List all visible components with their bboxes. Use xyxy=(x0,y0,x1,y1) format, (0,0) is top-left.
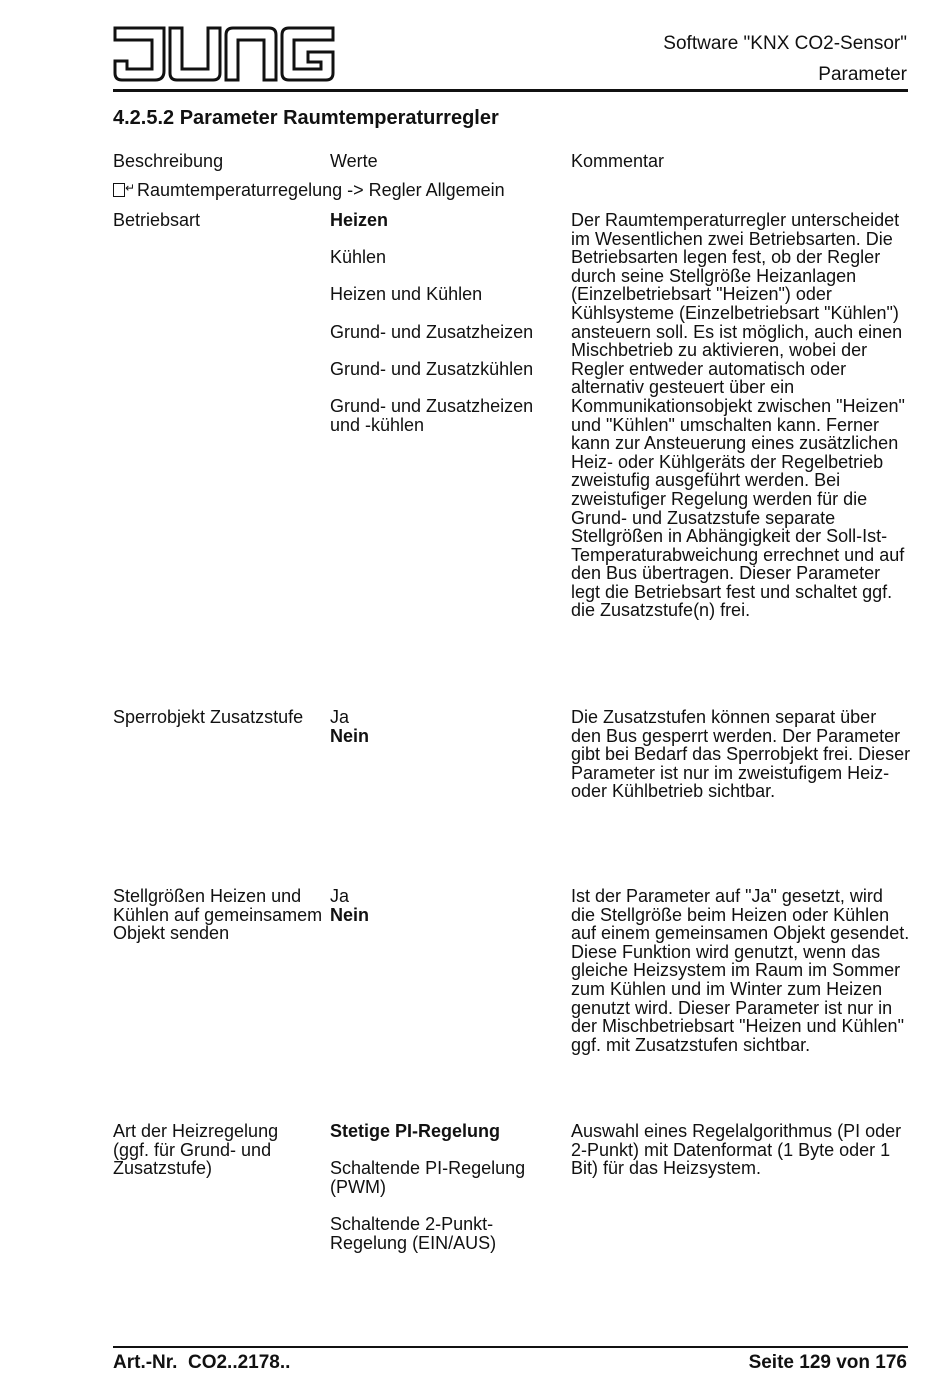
value-option: Grund- und Zusatzheizen xyxy=(330,321,534,342)
jung-logo xyxy=(112,25,336,83)
row-comment-sperrobjekt: Die Zusatzstufen können separat über den Bus gesperrt werden. Der Parameter gibt bei Bedarf das Sperrobjekt frei. Dieser Parameter ist nur im zweistufigem Heiz- oder Kühlbetrieb sichtbar. xyxy=(571,707,911,802)
value-option: Grund- und Zusatzheizen und -kühlen xyxy=(330,395,534,435)
header-section: Parameter xyxy=(818,64,907,85)
column-header-comment: Kommentar xyxy=(571,151,665,171)
value-option: Schaltende PI-Regelung (PWM) xyxy=(330,1158,526,1197)
value-option: Nein xyxy=(330,904,370,925)
software-title: Software "KNX CO2-Sensor" xyxy=(663,33,907,54)
value-option: Heizen und Kühlen xyxy=(330,284,483,305)
row-values-gemeinsames-objekt xyxy=(330,887,565,924)
breadcrumb-text: Raumtemperaturregelung -> Regler Allgemein xyxy=(137,180,505,200)
column-header-desc: Beschreibung xyxy=(113,151,224,171)
row-values-heizregelung xyxy=(330,1122,530,1271)
article-number: CO2..2178.. xyxy=(187,1352,291,1373)
column-header-values: Werte xyxy=(330,151,378,171)
section-title: 4.2.5.2 Parameter Raumtemperaturregler xyxy=(113,107,499,129)
row-comment-betriebsart: Der Raumtemperaturregler unterscheidet im Wesentlichen zwei Betriebsarten. Die Betriebsarten legen fest, ob der Regler durch seine Stellgröße Heizanlagen (Einzelbetriebsart "Heizen") oder Kühlsysteme (Einzelbetriebsart "Kühlen") ansteuern soll. Es ist möglich, auch einen Mischbetrieb zu aktivieren, wobei der Regler entweder automatisch oder alternativ gesteuert über ein Kommunikationsobjekt zwischen "Heizen" und "Kühlen" umschalten kann. Ferner kann zur Ansteuerung eines zusätzlichen Heiz- oder Kühlgeräts der Regelbetrieb zweistufig ausgeführt werden. Bei zweistufiger Regelung werden für die Grund- und Zusatzstufe separate Stellgrößen in Abhängigkeit der Soll-Ist-Temperaturabweichung errechnet und auf den Bus übertragen. Dieser Parameter legt die Betriebsart fest und schaltet ggf. die Zusatzstufe(n) frei. xyxy=(571,210,905,621)
row-comment-heizregelung: Auswahl eines Regelalgorithmus (PI oder 2-Punkt) mit Datenformat (1 Byte oder 1 Bit) für das Heizsystem. xyxy=(571,1121,902,1179)
value-option: Kühlen xyxy=(330,247,387,268)
value-option: Grund- und Zusatzkühlen xyxy=(330,358,534,379)
parameter-page-icon xyxy=(113,183,125,197)
article-label: Art.-Nr. xyxy=(113,1352,178,1373)
breadcrumb xyxy=(113,180,505,201)
header-info xyxy=(663,28,907,90)
footer-rule xyxy=(113,1346,908,1348)
value-option: Stetige PI-Regelung xyxy=(330,1121,501,1141)
row-comment-gemeinsames-objekt: Ist der Parameter auf "Ja" gesetzt, wird die Stellgröße beim Heizen oder Kühlen auf einem gemeinsamen Objekt gesendet. Diese Funktion wird genutzt, wenn das gleiche Heizsystem im Raum im Sommer zum Kühlen und im Winter zum Heizen genutzt wird. Dieser Parameter ist nur in der Mischbetriebsart "Heizen und Kühlen" ggf. mit Zusatzstufen sichtbar. xyxy=(571,886,910,1055)
value-option: Schaltende 2-Punkt-Regelung (EIN/AUS) xyxy=(330,1213,497,1253)
value-option: Ja xyxy=(330,707,350,727)
value-option: Nein xyxy=(330,725,370,746)
row-desc-heizregelung: Art der Heizregelung (ggf. für Grund- und Zusatzstufe) xyxy=(113,1121,279,1179)
row-desc-gemeinsames-objekt: Stellgrößen Heizen und Kühlen auf gemeinsamem Objekt senden xyxy=(113,886,323,944)
header-rule xyxy=(113,89,908,92)
page-number: Seite 129 von 176 xyxy=(748,1352,907,1373)
row-values-betriebsart xyxy=(330,211,565,453)
row-values-sperrobjekt xyxy=(330,708,565,745)
row-desc-sperrobjekt: Sperrobjekt Zusatzstufe xyxy=(113,707,304,727)
row-desc-betriebsart: Betriebsart xyxy=(113,210,201,230)
value-option: Heizen xyxy=(330,210,389,230)
value-option: Ja xyxy=(330,886,350,906)
